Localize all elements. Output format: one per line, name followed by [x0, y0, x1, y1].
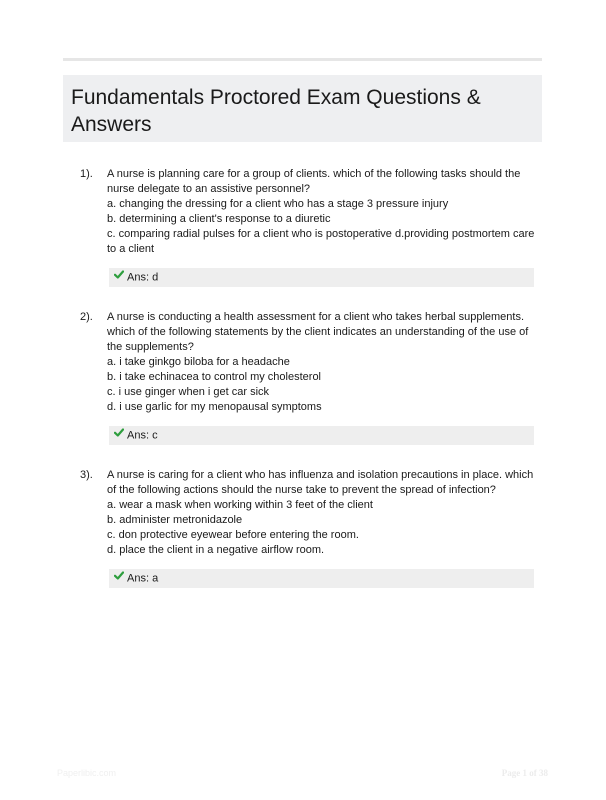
answer-text: Ans: a [127, 572, 159, 585]
option-c: c. don protective eyewear before entering the room. [107, 529, 359, 541]
option-a: a. changing the dressing for a client who has a stage 3 pressure injury [107, 198, 449, 210]
top-divider [63, 58, 542, 61]
option-b: b. administer metronidazole [107, 514, 243, 526]
answer-box-1 [109, 268, 534, 287]
question-text: A nurse is planning care for a group of clients. which of the following tasks should the nurse delegate to an assistive personnel? [107, 168, 521, 195]
question-body [107, 310, 539, 415]
question-number: 1). [80, 168, 93, 180]
question-body [107, 167, 539, 257]
check-icon [114, 425, 124, 444]
document-title: Fundamentals Proctored Exam Questions & Answers [71, 86, 481, 136]
question-text: A nurse is conducting a health assessment for a client who takes herbal supplements. which of the following statements by the client indicates an understanding of the use of the supplements? [107, 311, 529, 353]
answer-text: Ans: c [127, 429, 158, 442]
option-d: d. place the client in a negative airflow room. [107, 544, 325, 556]
question-number: 3). [80, 469, 93, 481]
option-c: c. i use ginger when i get car sick [107, 386, 270, 398]
title-banner [63, 75, 542, 142]
option-a: a. i take ginkgo biloba for a headache [107, 356, 290, 368]
option-c: c. comparing radial pulses for a client who is postoperative d.providing postmortem care to a client [107, 228, 535, 255]
question-body [107, 468, 539, 558]
check-icon [114, 568, 124, 587]
question-number: 2). [80, 311, 93, 323]
check-icon [114, 267, 124, 286]
answer-box-3 [109, 569, 534, 588]
option-d: d. i use garlic for my menopausal symptoms [107, 401, 322, 413]
option-b: b. i take echinacea to control my cholesterol [107, 371, 322, 383]
option-a: a. wear a mask when working within 3 feet of the client [107, 499, 373, 511]
answer-box-2 [109, 426, 534, 445]
answer-text: Ans: d [127, 271, 159, 284]
question-text: A nurse is caring for a client who has influenza and isolation precautions in place. which of the following actions should the nurse take to prevent the spread of infection? [107, 469, 534, 496]
page-indicator: Page 1 of 38 [501, 768, 548, 778]
footer-watermark: Paperlibic.com [57, 768, 117, 778]
option-b: b. determining a client's response to a diuretic [107, 213, 331, 225]
